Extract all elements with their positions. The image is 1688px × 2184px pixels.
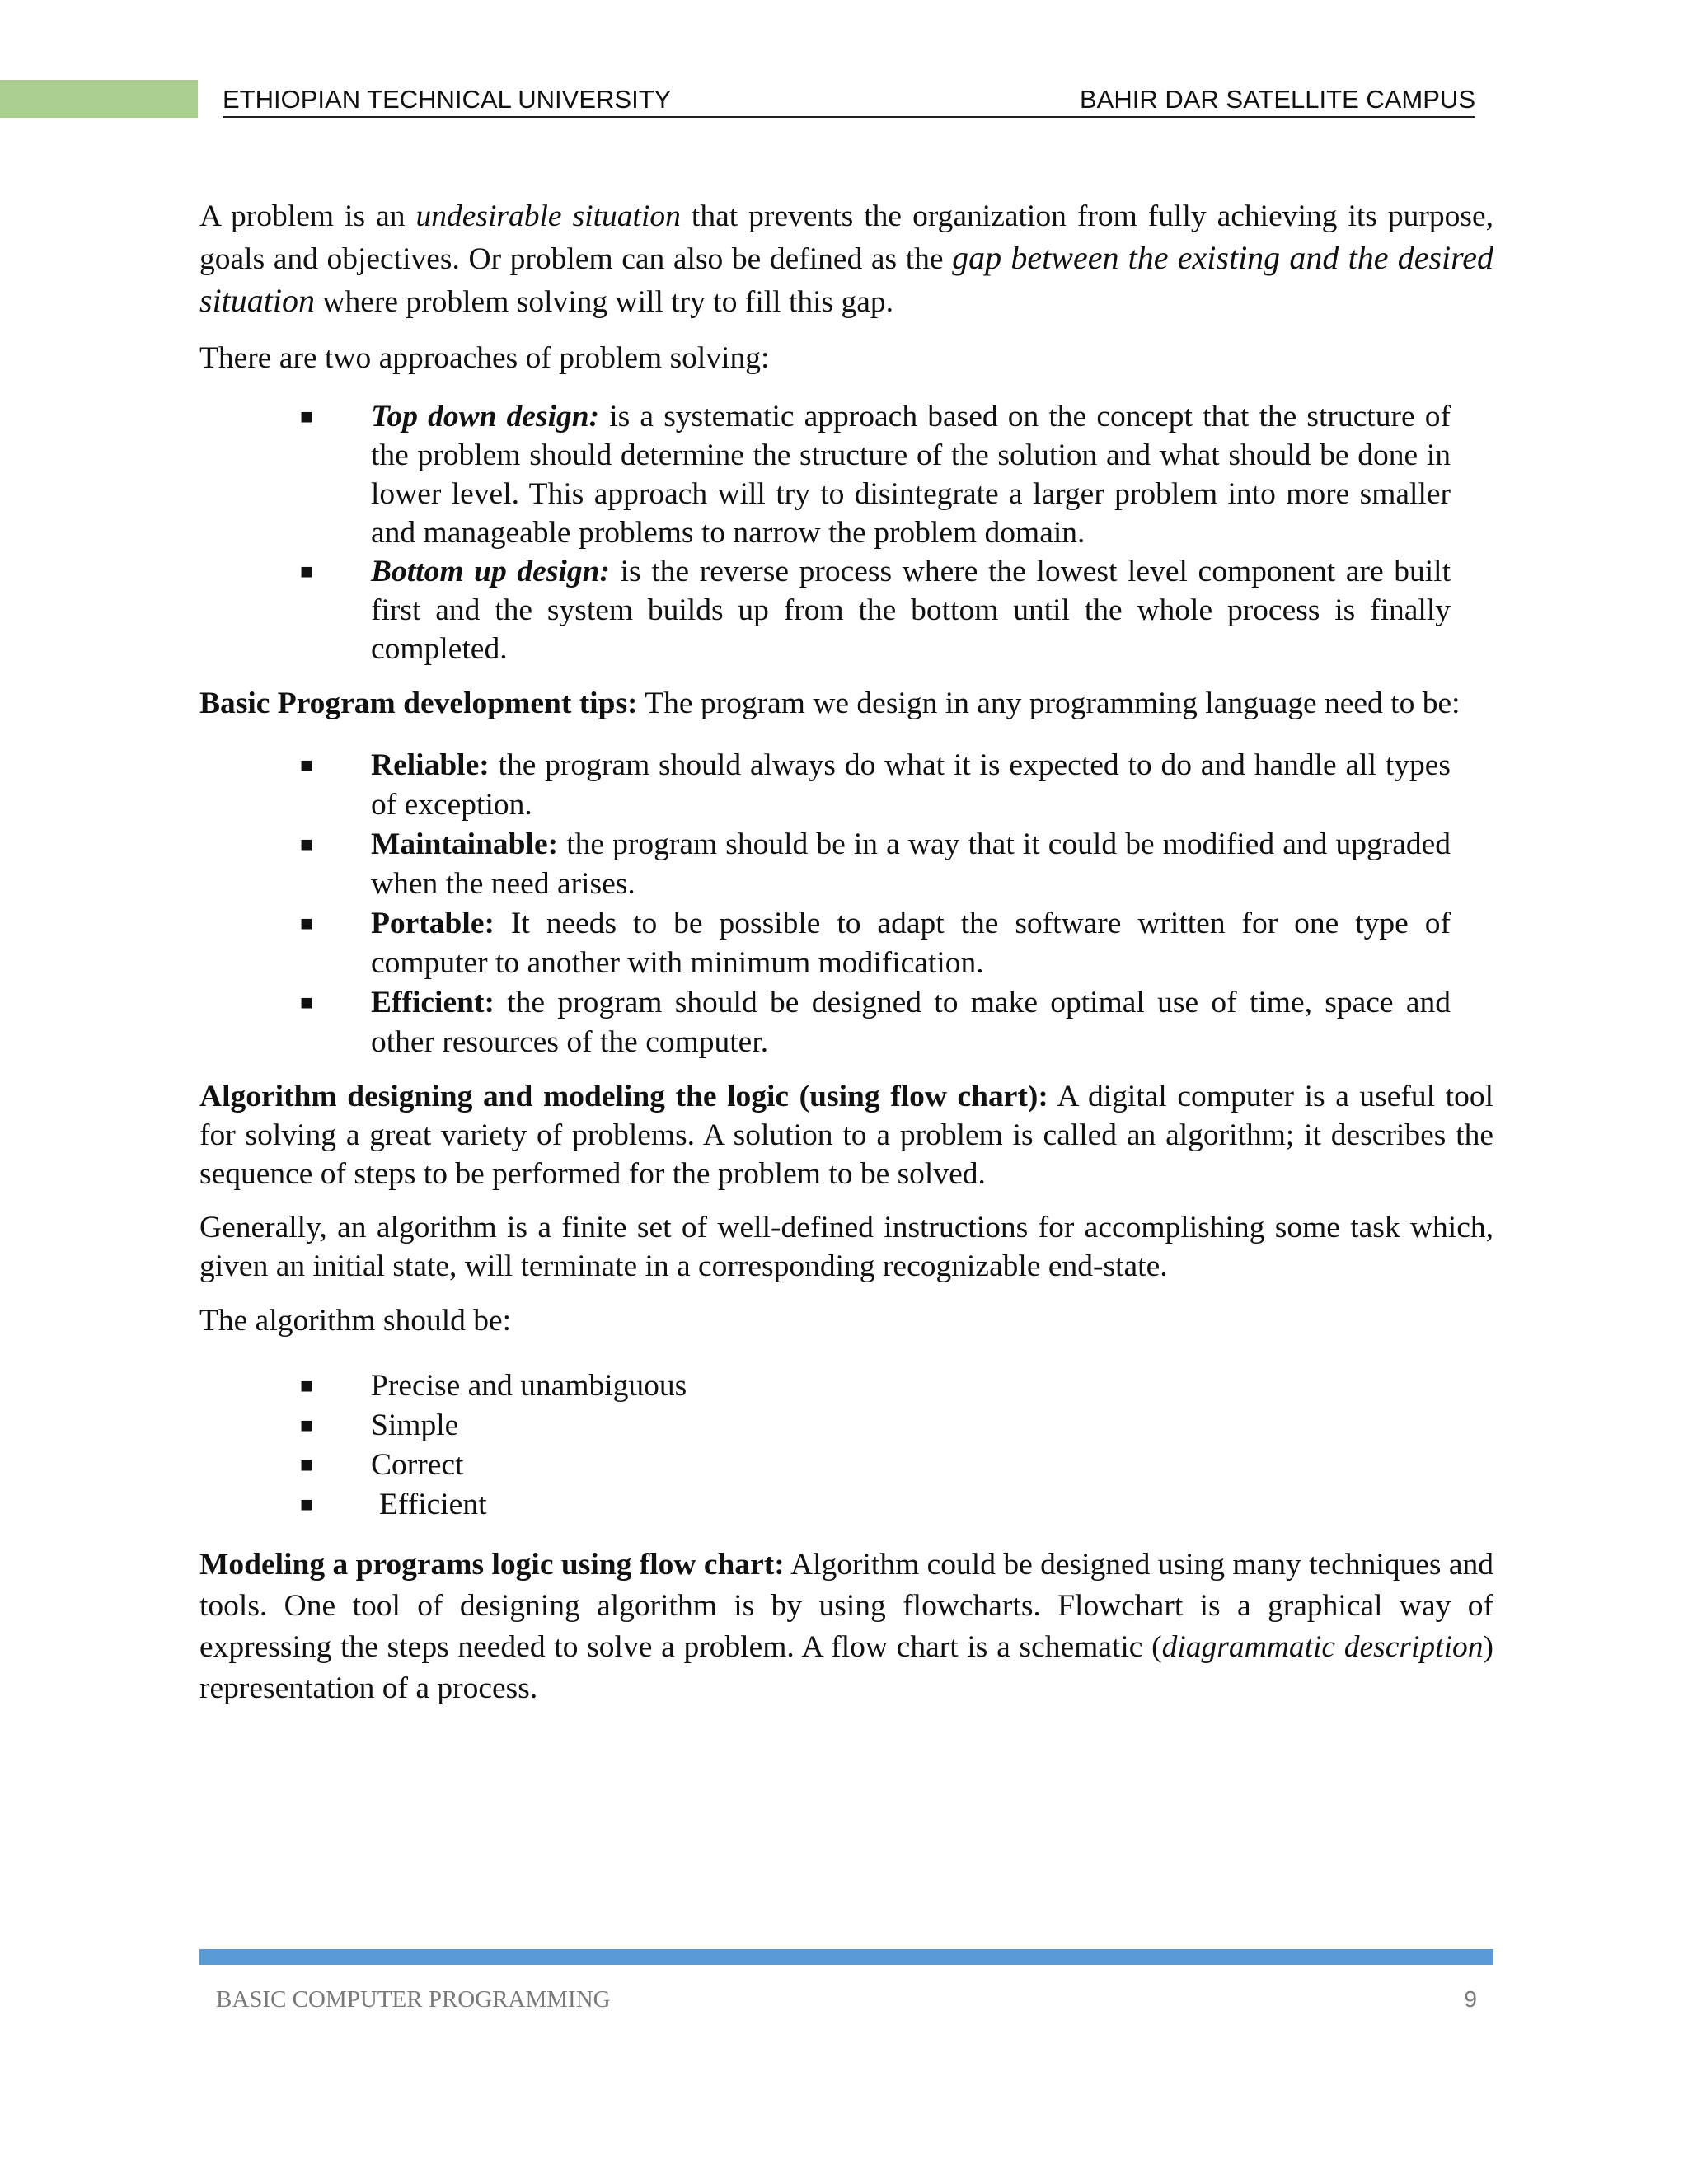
text-run: The program we design in any programming language need to be: (637, 687, 1461, 720)
bullet-icon: ■ (300, 1493, 313, 1516)
approaches-intro: There are two approaches of problem solving: (199, 341, 770, 375)
bullet-icon: ■ (300, 1453, 313, 1477)
footer-course-title: BASIC COMPUTER PROGRAMMING (216, 1986, 611, 2013)
page-number: 9 (1464, 1986, 1477, 2012)
bullet-icon: ■ (300, 1374, 313, 1398)
term-description: is the reverse process where the lowest level component are built first and the system builds up from the bottom until the whole process is finally completed. (371, 555, 1451, 666)
bullet-icon: ■ (300, 991, 313, 1015)
italic-term: gap between the existing and the desired situation (199, 239, 1493, 319)
italic-term: undesirable situation (415, 199, 681, 233)
list-item (199, 904, 1493, 983)
algorithm-paragraph (199, 1077, 1493, 1193)
quality-label: Simple (371, 1408, 459, 1442)
italic-term: diagrammatic description (1161, 1630, 1484, 1664)
list-item (199, 825, 1493, 904)
term-description: the program should always do what it is expected to do and handle all types of exception. (371, 748, 1451, 822)
bullet-icon: ■ (300, 405, 313, 429)
bullet-icon: ■ (300, 1413, 313, 1437)
bullet-icon: ■ (300, 753, 313, 777)
tips-list (199, 746, 1493, 1062)
term-description: It needs to be possible to adapt the software written for one type of computer to another with minimum modification. (371, 907, 1451, 980)
page-header (223, 82, 1475, 118)
section-heading: Algorithm designing and modeling the logic (using flow chart): (199, 1080, 1048, 1113)
term-description: is a systematic approach based on the concept that the structure of the problem should determine the structure of the solution and what should be done in lower level. This approach will try to disintegrate a larger problem into more smaller and manageable problems to narrow the problem domain. (371, 400, 1451, 550)
section-heading: Modeling a programs logic using flow chart: (199, 1548, 785, 1582)
problem-definition-paragraph (199, 196, 1493, 323)
term-label: Efficient: (371, 986, 495, 1019)
text-run: A problem is an (199, 199, 416, 233)
list-item (199, 746, 1493, 825)
bullet-icon: ■ (300, 912, 313, 935)
term-description: the program should be in a way that it could be modified and upgraded when the need arises. (371, 827, 1451, 901)
footer-divider (199, 1949, 1493, 1965)
text-run: that prevents the organization from fully achieving its purpose, goals and objectives. Or problem can also be defined as the (199, 199, 1494, 276)
text-run: ) representation of a process. (199, 1630, 1494, 1705)
header-accent-tab (0, 80, 198, 118)
list-item (199, 1485, 1493, 1525)
text-run: A digital computer is a useful tool for solving a great variety of problems. A solution to a problem is called an algorithm; it describes the sequence of steps to be performed for the problem to be solved. (199, 1080, 1493, 1191)
list-item (199, 1366, 1493, 1406)
list-item (199, 397, 1493, 552)
flowchart-paragraph (199, 1544, 1493, 1709)
term-label: Reliable: (371, 748, 490, 782)
page-body (199, 196, 1493, 1709)
term-description: the program should be designed to make optimal use of time, space and other resources of the computer. (371, 986, 1451, 1059)
bullet-icon: ■ (300, 832, 313, 856)
algorithm-should-be: The algorithm should be: (199, 1304, 512, 1338)
list-item (199, 552, 1493, 668)
section-heading: Basic Program development tips: (199, 687, 638, 720)
term-label: Top down design: (371, 400, 600, 434)
algorithm-qualities-list (199, 1366, 1493, 1525)
term-label: Bottom up design: (371, 555, 610, 588)
term-label: Portable: (371, 907, 495, 940)
quality-label: Precise and unambiguous (371, 1369, 687, 1403)
bullet-icon: ■ (300, 560, 313, 583)
algorithm-definition-paragraph: Generally, an algorithm is a finite set of well-defined instructions for accomplishing some task which, given an initial state, will terminate in a corresponding recognizable end-state. (199, 1211, 1493, 1283)
tips-paragraph (199, 683, 1493, 724)
text-run: Algorithm could be designed using many techniques and tools. One tool of designing algorithm is by using flowcharts. Flowchart is a graphical way of expressing the steps needed to solve a problem. A flow chart is a schematic ( (199, 1548, 1493, 1664)
list-item (199, 983, 1493, 1062)
header-university: ETHIOPIAN TECHNICAL UNIVERSITY (223, 85, 672, 114)
header-campus: BAHIR DAR SATELLITE CAMPUS (1079, 85, 1475, 114)
list-item (199, 1446, 1493, 1485)
quality-label: Efficient (379, 1488, 487, 1521)
list-item (199, 1406, 1493, 1446)
approaches-list (199, 397, 1493, 668)
text-run: where problem solving will try to fill this gap. (315, 285, 894, 319)
term-label: Maintainable: (371, 827, 559, 861)
quality-label: Correct (371, 1448, 464, 1482)
